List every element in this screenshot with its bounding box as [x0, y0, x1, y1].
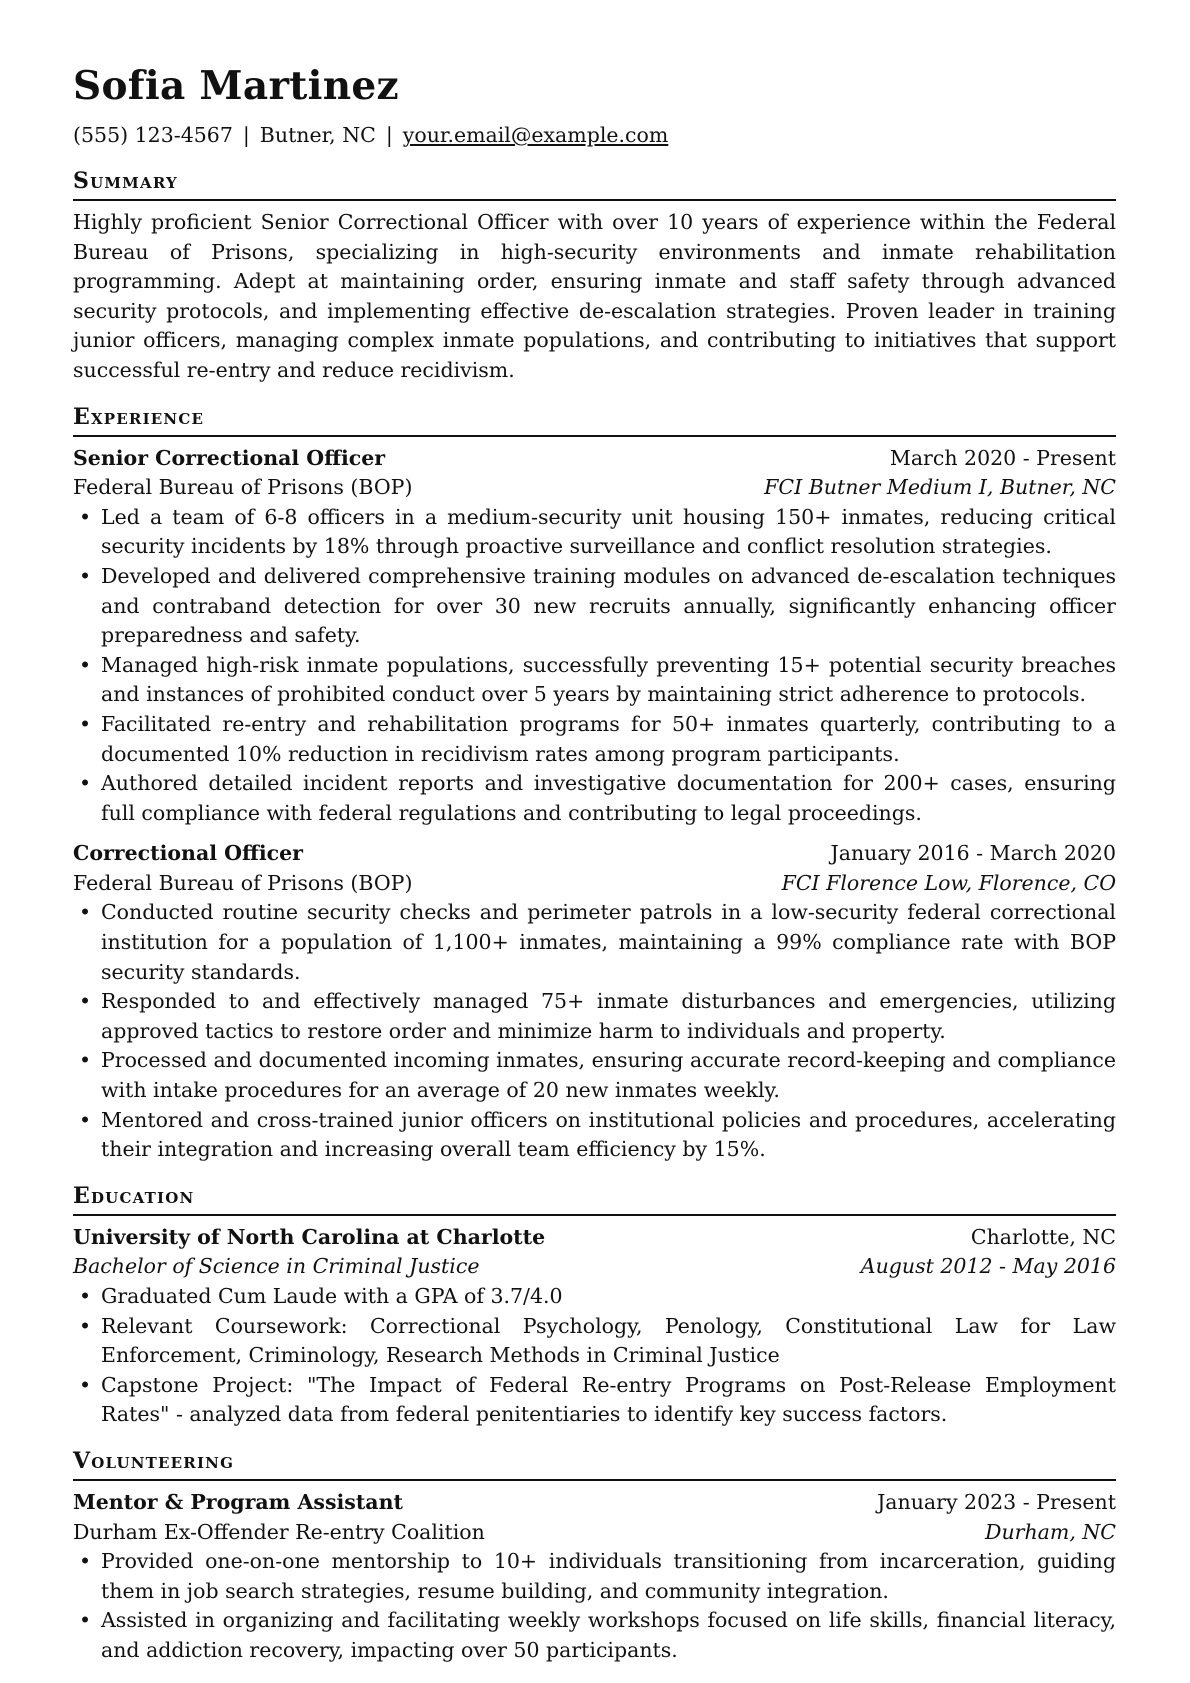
bullet-item: • Graduated Cum Laude with a GPA of 3.7/4.0	[73, 1282, 1116, 1312]
job-bullets	[73, 503, 1116, 829]
candidate-name: Sofia Martinez	[73, 63, 399, 109]
job-dates: January 2016 - March 2020	[830, 841, 1116, 866]
job-title: Senior Correctional Officer	[73, 445, 386, 470]
education-heading: Education	[73, 1181, 1116, 1216]
job-title-row	[73, 839, 1116, 869]
volunteer-role-row	[73, 1488, 1116, 1518]
experience-entry	[73, 444, 1116, 829]
school-location: Charlotte, NC	[970, 1224, 1116, 1249]
bullet-item: • Mentored and cross-trained junior officers on institutional policies and procedures, accelerating their integration and increasing overall team efficiency by 15%.	[73, 1106, 1116, 1165]
volunteer-organization: Durham Ex-Offender Re-entry Coalition	[73, 1519, 485, 1544]
volunteer-org-row	[73, 1518, 1116, 1548]
volunteer-bullets	[73, 1547, 1116, 1665]
experience-heading: Experience	[73, 402, 1116, 437]
volunteering-heading: Volunteering	[73, 1446, 1116, 1481]
bullet-item: • Developed and delivered comprehensive training modules on advanced de-escalation techniques and contraband detection for over 30 new recruits annually, significantly enhancing officer preparedness and safety.	[73, 562, 1116, 651]
contact-separator: |	[385, 123, 393, 147]
summary-heading: Summary	[73, 166, 1116, 201]
job-dates: March 2020 - Present	[889, 445, 1116, 470]
job-location: FCI Florence Low, Florence, CO	[781, 870, 1116, 895]
education-bullets	[73, 1282, 1116, 1430]
bullet-item: • Processed and documented incoming inmates, ensuring accurate record-keeping and compliance with intake procedures for an average of 20 new inmates weekly.	[73, 1046, 1116, 1105]
job-bullets	[73, 898, 1116, 1164]
bullet-item: • Relevant Coursework: Correctional Psychology, Penology, Constitutional Law for Law Enforcement, Criminology, Research Methods in Criminal Justice	[73, 1312, 1116, 1371]
email-link[interactable]: your.email@example.com	[402, 123, 669, 147]
bullet-item: • Managed high-risk inmate populations, successfully preventing 15+ potential security breaches and instances of prohibited conduct over 5 years by maintaining strict adherence to protocols.	[73, 651, 1116, 710]
school-name: University of North Carolina at Charlotte	[73, 1224, 546, 1249]
phone-number: (555) 123-4567	[73, 123, 233, 147]
school-row	[73, 1223, 1116, 1253]
bullet-item: • Provided one-on-one mentorship to 10+ individuals transitioning from incarceration, guiding them in job search strategies, resume building, and community integration.	[73, 1547, 1116, 1606]
contact-separator: |	[242, 123, 250, 147]
job-title: Correctional Officer	[73, 841, 303, 866]
location: Butner, NC	[259, 123, 376, 147]
experience-entry	[73, 839, 1116, 1165]
volunteer-role: Mentor & Program Assistant	[73, 1489, 403, 1514]
job-organization: Federal Bureau of Prisons (BOP)	[73, 475, 413, 500]
contact-line	[73, 120, 1116, 150]
bullet-item: • Responded to and effectively managed 75+ inmate disturbances and emergencies, utilizing approved tactics to restore order and minimize harm to individuals and property.	[73, 987, 1116, 1046]
degree: Bachelor of Science in Criminal Justice	[73, 1254, 480, 1279]
job-org-row	[73, 473, 1116, 503]
job-location: FCI Butner Medium I, Butner, NC	[764, 475, 1116, 500]
education-dates: August 2012 - May 2016	[860, 1254, 1116, 1279]
degree-row	[73, 1252, 1116, 1282]
job-organization: Federal Bureau of Prisons (BOP)	[73, 870, 413, 895]
job-org-row	[73, 869, 1116, 899]
volunteering-entry	[73, 1488, 1116, 1666]
summary-text: Highly proficient Senior Correctional Officer with over 10 years of experience within the Federal Bureau of Prisons, specializing in high-security environments and inmate rehabilitation programming. Adept at maintaining order, ensuring inmate and staff safety through advanced security protocols, and implementing effective de-escalation strategies. Proven leader in training junior officers, managing complex inmate populations, and contributing to initiatives that support successful re-entry and reduce recidivism.	[73, 210, 1116, 382]
bullet-item: • Conducted routine security checks and perimeter patrols in a low-security federal correctional institution for a population of 1,100+ inmates, maintaining a 99% compliance rate with BOP security standards.	[73, 898, 1116, 987]
bullet-item: • Led a team of 6-8 officers in a medium-security unit housing 150+ inmates, reducing critical security incidents by 18% through proactive surveillance and conflict resolution strategies.	[73, 503, 1116, 562]
volunteer-location: Durham, NC	[985, 1519, 1116, 1544]
job-title-row	[73, 444, 1116, 474]
volunteer-dates: January 2023 - Present	[877, 1489, 1116, 1514]
bullet-item: • Assisted in organizing and facilitating weekly workshops focused on life skills, financial literacy, and addiction recovery, impacting over 50 participants.	[73, 1606, 1116, 1665]
bullet-item: • Facilitated re-entry and rehabilitation programs for 50+ inmates quarterly, contributing to a documented 10% reduction in recidivism rates among program participants.	[73, 710, 1116, 769]
bullet-item: • Capstone Project: "The Impact of Federal Re-entry Programs on Post-Release Employment Rates" - analyzed data from federal penitentiaries to identify key success factors.	[73, 1371, 1116, 1430]
education-entry	[73, 1223, 1116, 1430]
bullet-item: • Authored detailed incident reports and investigative documentation for 200+ cases, ensuring full compliance with federal regulations and contributing to legal proceedings.	[73, 769, 1116, 828]
